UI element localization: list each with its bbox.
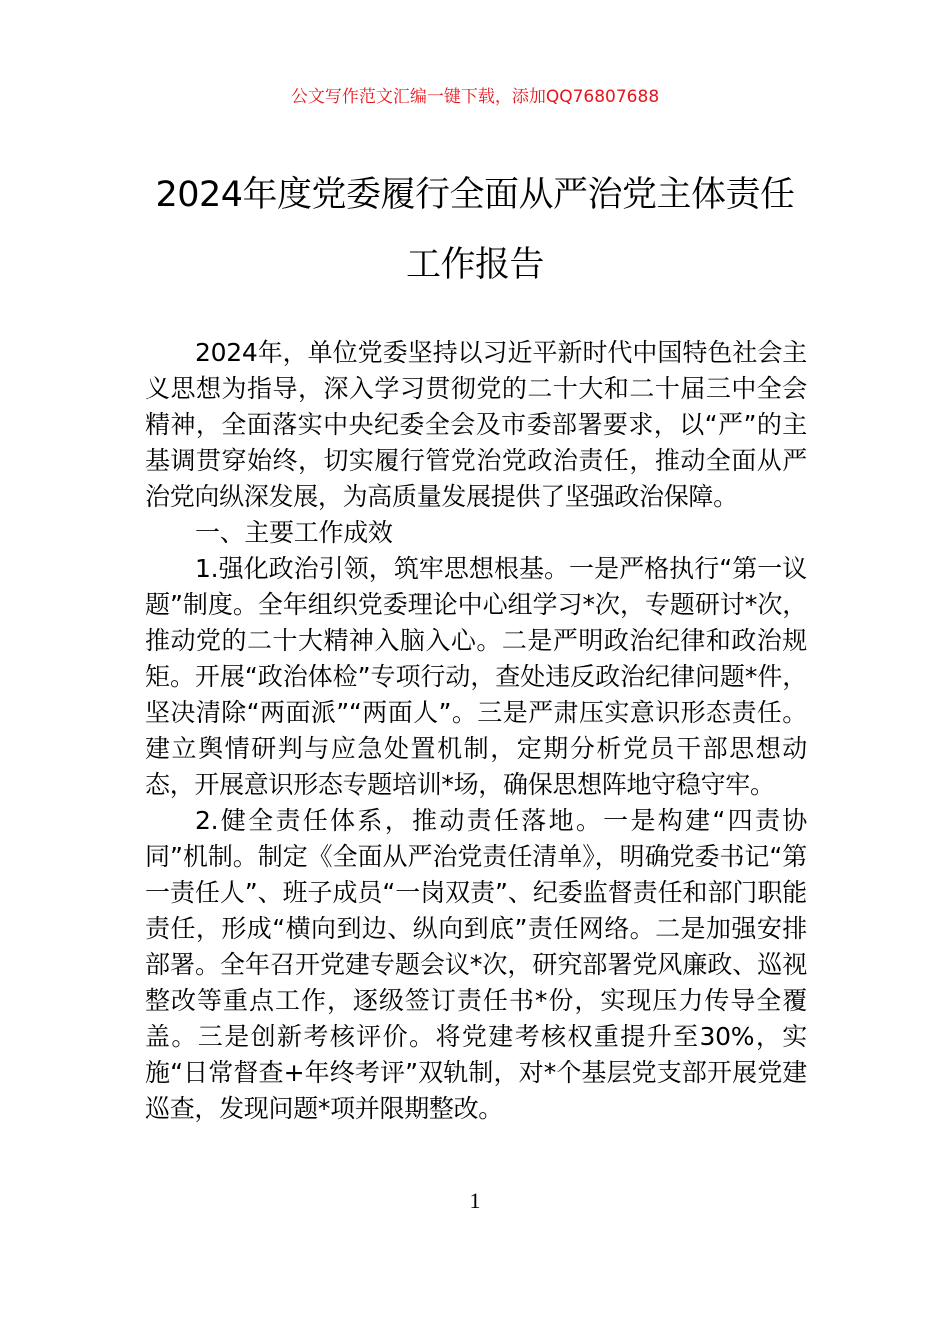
document-body <box>145 335 807 1127</box>
intro-paragraph: 2024年，单位党委坚持以习近平新时代中国特色社会主义思想为指导，深入学习贯彻党的二十大和二十届三中全会精神，全面落实中央纪委全会及市委部署要求，以“严”的主基调贯穿始终，切实履行管党治党政治责任，推动全面从严治党向纵深发展，为高质量发展提供了坚强政治保障。 <box>145 338 807 511</box>
page-number: 1 <box>469 1188 481 1213</box>
body-paragraph: 2.健全责任体系，推动责任落地。一是构建“四责协同”机制。制定《全面从严治党责任清单》，明确党委书记“第一责任人”、班子成员“一岗双责”、纪委监督责任和部门职能责任，形成“横向到边、纵向到底”责任网络。二是加强安排部署。全年召开党建专题会议*次，研究部署党风廉政、巡视整改等重点工作，逐级签订责任书*份，实现压力传导全覆盖。三是创新考核评价。将党建考核权重提升至30%，实施“日常督查+年终考评”双轨制，对*个基层党支部开展党建巡查，发现问题*项并限期整改。 <box>145 806 807 1123</box>
document-title-line2: 工作报告 <box>405 245 544 285</box>
body-paragraph: 1.强化政治引领，筑牢思想根基。一是严格执行“第一议题”制度。全年组织党委理论中心组学习*次，专题研讨*次，推动党的二十大精神入脑入心。二是严明政治纪律和政治规矩。开展“政治体检”专项行动，查处违反政治纪律问题*件，坚决清除“两面派”“两面人”。三是严肃压实意识形态责任。建立舆情研判与应急处置机制，定期分析党员干部思想动态，开展意识形态专题培训*场，确保思想阵地守稳守牢。 <box>145 554 807 799</box>
download-banner: 公文写作范文汇编一键下载，添加QQ76807688 <box>290 87 660 107</box>
section-heading: 一、主要工作成效 <box>195 518 393 547</box>
document-title-line1: 2024年度党委履行全面从严治党主体责任 <box>155 175 795 215</box>
